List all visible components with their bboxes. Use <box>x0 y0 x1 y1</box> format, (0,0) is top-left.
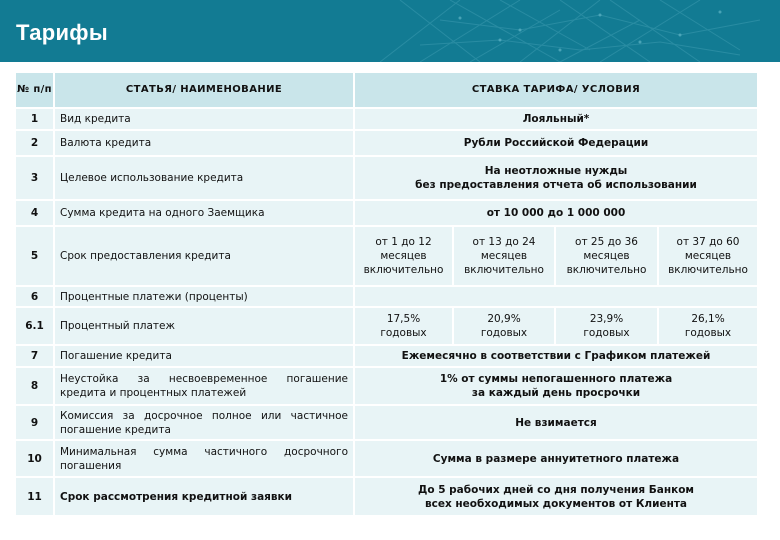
row-10-num <box>16 441 53 476</box>
row-5-term-3-label: от 25 до 36 месяцев включительно <box>566 236 647 276</box>
row-6-name <box>55 287 353 306</box>
row-11-num-label: 11 <box>27 490 42 503</box>
row-11-name <box>55 478 353 515</box>
row-4-value <box>355 201 757 225</box>
row-7-num <box>16 346 53 366</box>
row-11-name-label: Срок рассмотрения кредитной заявки <box>60 490 293 503</box>
row-6-value-empty <box>355 287 757 306</box>
row-6-1-rate-3 <box>556 308 657 344</box>
row-10-num-label: 10 <box>27 452 42 465</box>
row-6-1-rate-1-label: 17,5% годовых <box>380 313 427 339</box>
row-8-name <box>55 368 353 404</box>
row-6-1-rate-1 <box>355 308 452 344</box>
row-6-1-name-label: Процентный платеж <box>60 320 175 332</box>
row-5-num-label: 5 <box>30 250 39 262</box>
row-11-value <box>355 478 757 515</box>
row-5-term-2-label: от 13 до 24 месяцев включительно <box>464 236 544 276</box>
row-3-num-label: 3 <box>30 172 39 184</box>
row-9-value-label: Не взимается <box>515 416 597 429</box>
row-5-term-3 <box>556 227 657 285</box>
row-5-num <box>16 227 53 285</box>
col-header-num-label: № п/п <box>17 84 52 95</box>
row-1-name <box>55 109 353 129</box>
row-11-value-line2: всех необходимых документов от Клиента <box>424 497 688 510</box>
row-8-name-line2: кредита и процентных платежей <box>60 387 247 399</box>
row-8-value-line2: за каждый день просрочки <box>471 387 641 399</box>
row-3-name <box>55 157 353 199</box>
row-2-name-label: Валюта кредита <box>60 137 152 149</box>
row-6-name-label: Процентные платежи (проценты) <box>60 290 248 303</box>
row-5-term-1-label: от 1 до 12 месяцев включительно <box>363 236 444 276</box>
row-4-num <box>16 201 53 225</box>
row-1-name-label: Вид кредита <box>60 113 131 125</box>
row-10-name-line2: погашения <box>60 459 122 472</box>
row-6-1-rate-4-label: 26,1% годовых <box>684 313 732 339</box>
row-1-num-label: 1 <box>30 113 39 125</box>
row-10-name-line1: Минимальная сумма частичного досрочного <box>60 445 348 458</box>
row-6-1-num <box>16 308 53 344</box>
row-11-num <box>16 478 53 515</box>
row-1-num <box>16 109 53 129</box>
row-2-num <box>16 131 53 155</box>
row-4-name-label: Сумма кредита на одного Заемщика <box>60 207 265 219</box>
row-9-name <box>55 406 353 439</box>
page-title: Тарифы <box>16 20 108 45</box>
col-header-rate <box>355 73 757 107</box>
row-6-1-name <box>55 308 353 344</box>
row-8-num-label: 8 <box>30 380 39 392</box>
row-9-name-line2: погашение кредита <box>60 423 171 436</box>
row-2-value-label: Рубли Российской Федерации <box>463 137 649 149</box>
row-7-name-label: Погашение кредита <box>60 350 172 362</box>
col-header-name <box>55 73 353 107</box>
row-6-1-rate-3-label: 23,9% годовых <box>583 313 630 339</box>
row-5-term-1 <box>355 227 452 285</box>
row-6-num-label: 6 <box>30 290 39 303</box>
row-6-1-rate-2-label: 20,9% годовых <box>480 313 528 339</box>
row-10-value-label: Сумма в размере аннуитетного платежа <box>432 452 680 465</box>
header-pattern <box>0 0 780 62</box>
row-3-name-label: Целевое использование кредита <box>60 172 244 184</box>
row-4-value-label: от 10 000 до 1 000 000 <box>486 207 626 219</box>
col-header-name-label: СТАТЬЯ/ НАИМЕНОВАНИЕ <box>125 84 283 95</box>
row-1-value <box>355 109 757 129</box>
row-3-value <box>355 157 757 199</box>
row-2-value <box>355 131 757 155</box>
row-3-value-line1: На неотложные нужды <box>484 165 628 177</box>
row-5-name <box>55 227 353 285</box>
row-10-value <box>355 441 757 476</box>
row-9-num <box>16 406 53 439</box>
row-5-term-2 <box>454 227 554 285</box>
row-7-value-label: Ежемесячно в соответствии с Графиком платежей <box>401 350 711 362</box>
row-3-num <box>16 157 53 199</box>
row-10-name <box>55 441 353 476</box>
row-6-1-rate-2 <box>454 308 554 344</box>
row-6-1-num-label: 6.1 <box>25 320 44 332</box>
row-7-value <box>355 346 757 366</box>
row-7-name <box>55 346 353 366</box>
row-9-value <box>355 406 757 439</box>
row-1-value-label: Лояльный* <box>522 113 590 125</box>
row-9-name-line1: Комиссия за досрочное полное или частичное <box>60 409 348 422</box>
row-3-value-line2: без предоставления отчета об использовании <box>415 179 697 191</box>
row-8-num <box>16 368 53 404</box>
row-11-value-line1: До 5 рабочих дней со дня получения Банком <box>417 483 695 496</box>
header-banner <box>0 0 780 62</box>
row-5-term-4 <box>659 227 757 285</box>
row-8-value-line1: 1% от суммы непогашенного платежа <box>439 373 673 385</box>
row-2-num-label: 2 <box>30 137 39 149</box>
row-4-name <box>55 201 353 225</box>
row-9-num-label: 9 <box>30 416 39 429</box>
col-header-rate-label: СТАВКА ТАРИФА/ УСЛОВИЯ <box>471 84 641 95</box>
row-2-name <box>55 131 353 155</box>
row-7-num-label: 7 <box>30 350 39 362</box>
row-8-name-line1: Неустойка за несвоевременное погашение <box>60 373 348 385</box>
row-6-1-rate-4 <box>659 308 757 344</box>
row-5-name-label: Срок предоставления кредита <box>60 250 231 262</box>
col-header-num <box>16 73 53 107</box>
row-5-term-4-label: от 37 до 60 месяцев включительно <box>668 236 748 276</box>
row-4-num-label: 4 <box>30 207 39 219</box>
row-6-num <box>16 287 53 306</box>
row-8-value <box>355 368 757 404</box>
